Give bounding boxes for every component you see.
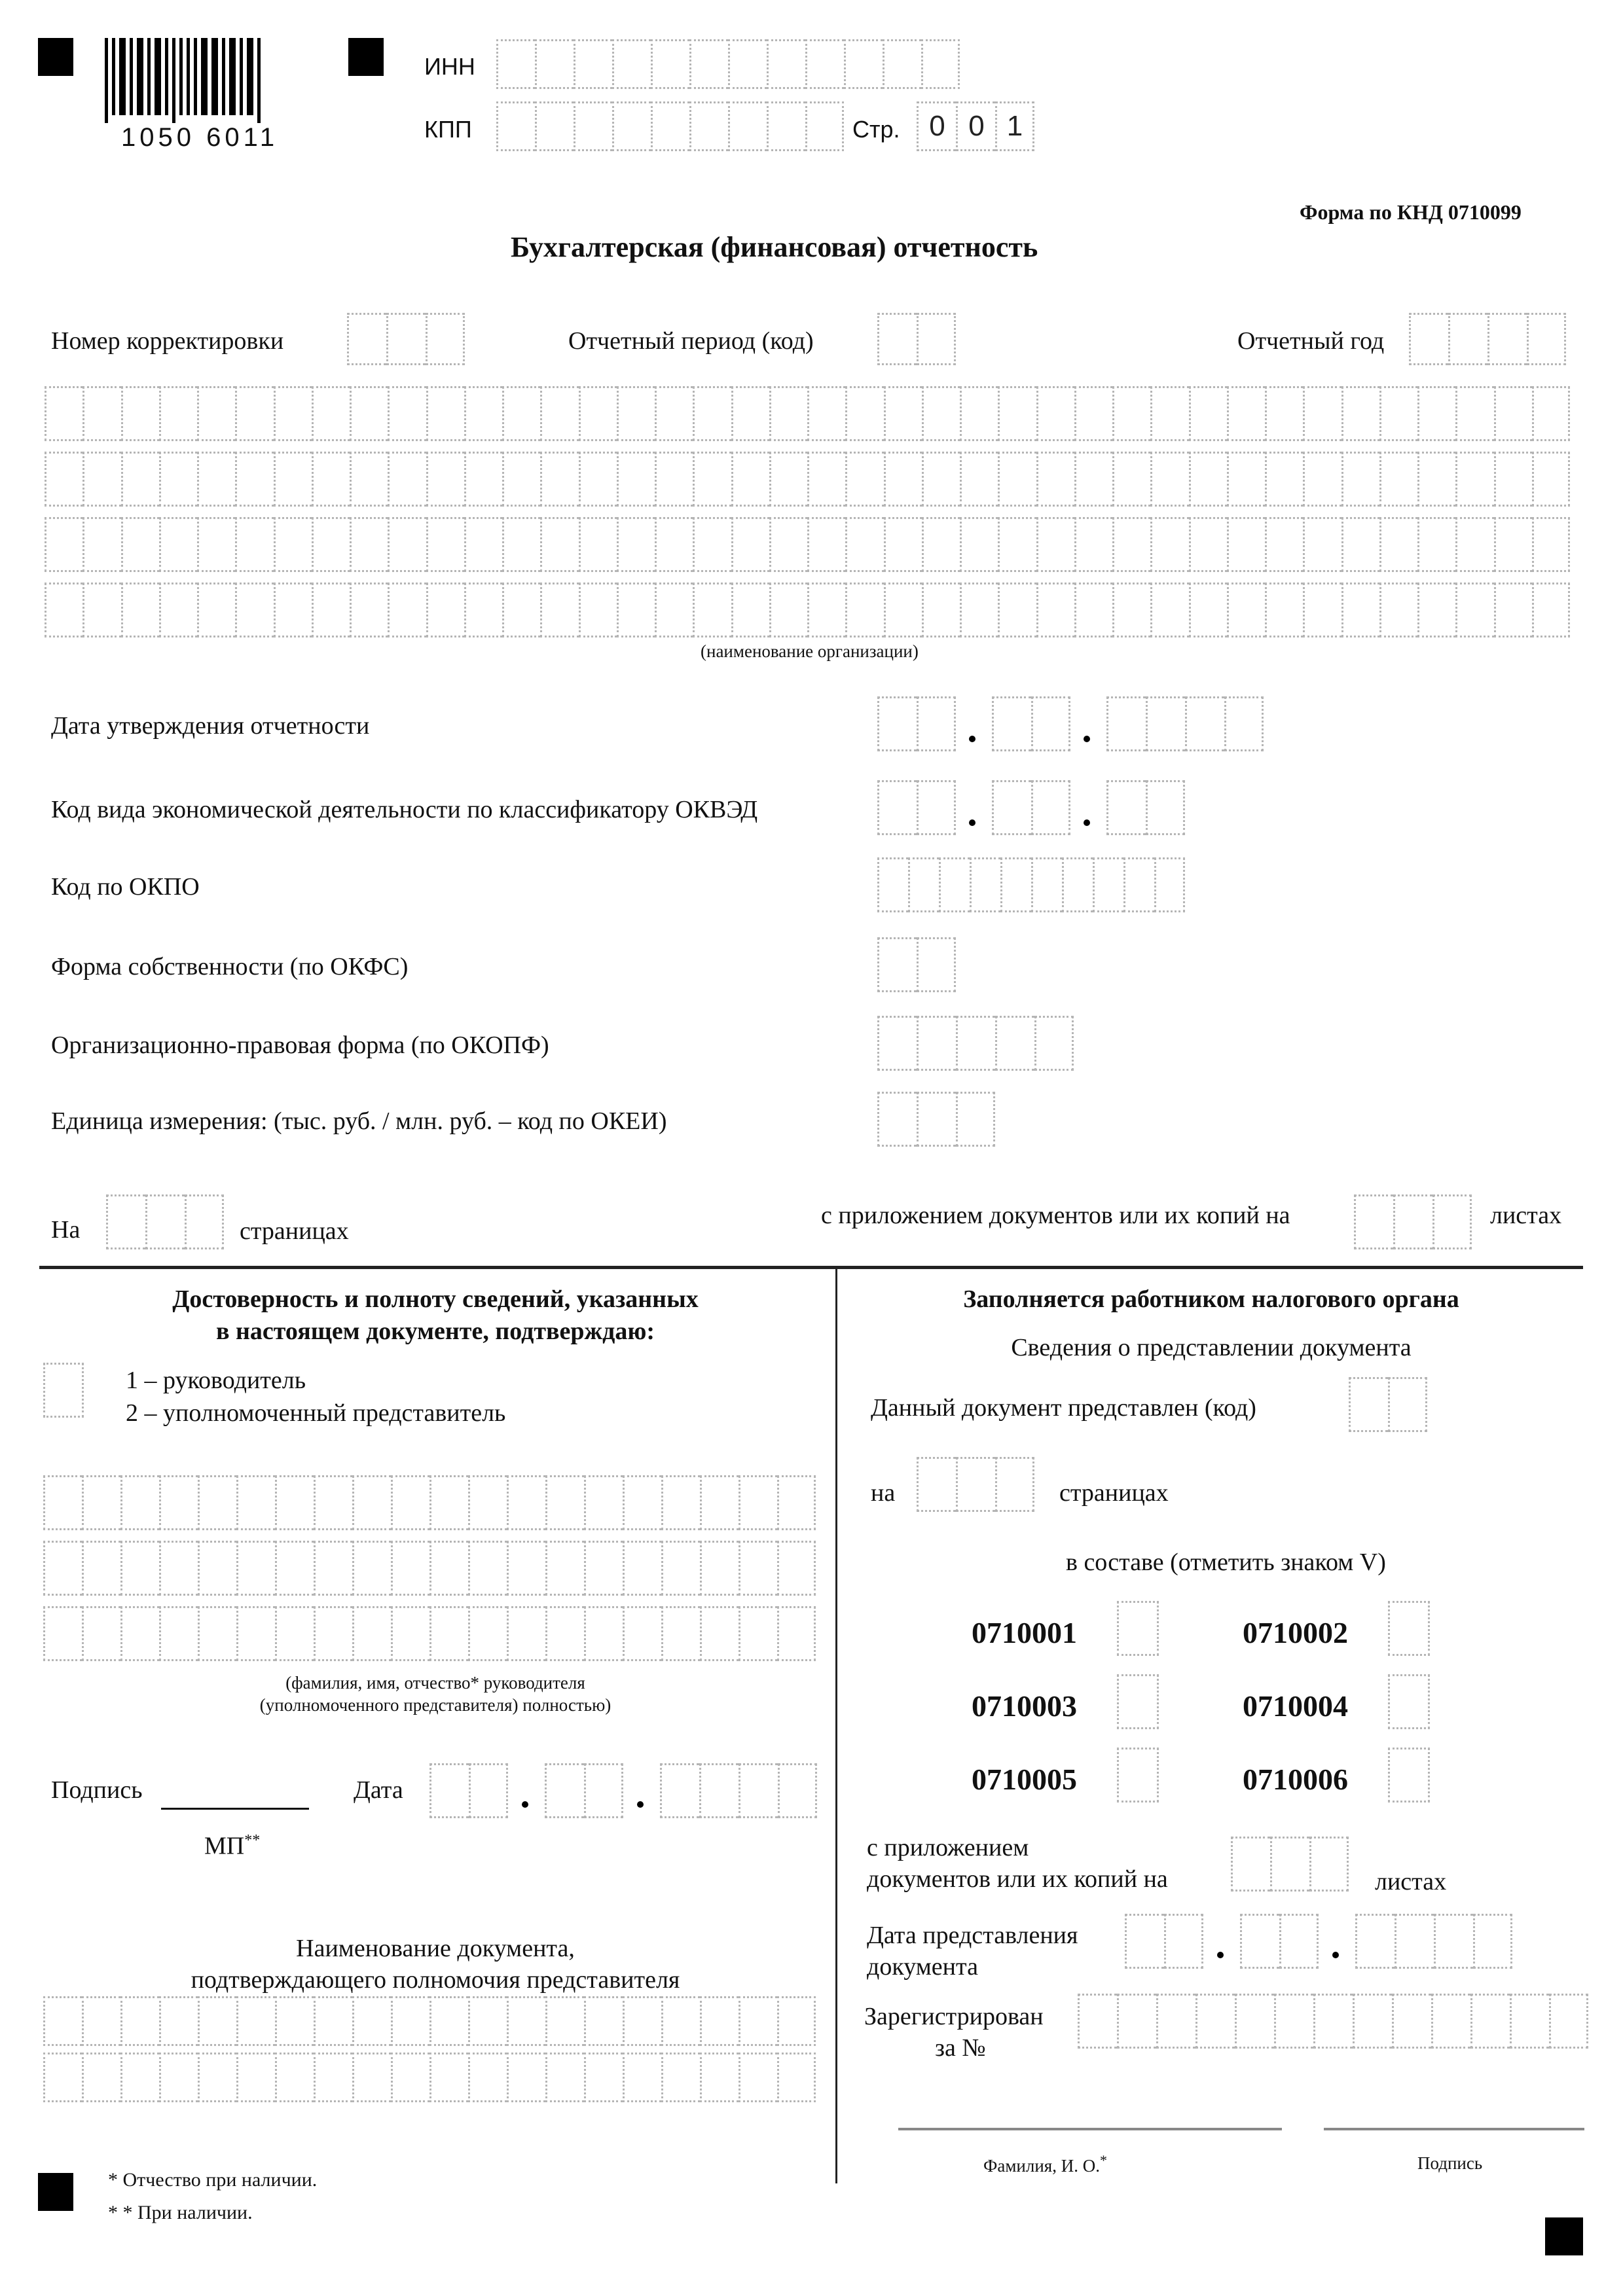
officer-name-caption xyxy=(983,2153,1107,2175)
date-separator xyxy=(1084,736,1090,742)
auth-document-input[interactable] xyxy=(43,1996,816,2101)
tax-attach-sheets-label: листах xyxy=(1375,1868,1447,1895)
okei-label: Единица измерения: (тыс. руб. / млн. руб. – код по ОКЕИ) xyxy=(51,1107,667,1135)
approval-date-day[interactable] xyxy=(877,696,956,751)
sheets-label: листах xyxy=(1490,1202,1562,1229)
kpp-label: КПП xyxy=(424,116,472,143)
officer-name-line[interactable] xyxy=(898,2128,1282,2130)
officer-signature-line[interactable] xyxy=(1324,2128,1584,2130)
attachments-sheets-input[interactable] xyxy=(1354,1194,1472,1249)
okpo-label: Код по ОКПО xyxy=(51,873,200,901)
date-separator xyxy=(637,1801,644,1808)
checkbox-0710002[interactable] xyxy=(1388,1601,1430,1656)
page-digit: 0 xyxy=(956,101,995,151)
okopf-label: Организационно-правовая форма (по ОКОПФ) xyxy=(51,1031,549,1059)
grid-row[interactable] xyxy=(43,1541,816,1596)
date-label: Дата xyxy=(354,1776,403,1804)
officer-name-footnote-mark: * xyxy=(1099,2152,1107,2168)
signer-type-input[interactable] xyxy=(43,1363,84,1418)
auth-doc-heading-line1: Наименование документа, xyxy=(296,1935,575,1962)
sign-date-month[interactable] xyxy=(545,1763,623,1818)
checkbox-0710005[interactable] xyxy=(1117,1748,1159,1803)
grid-row[interactable] xyxy=(43,2053,816,2102)
form-code-0710005: 0710005 xyxy=(972,1763,1077,1796)
grid-row[interactable] xyxy=(45,452,1570,507)
submit-date-day[interactable] xyxy=(1125,1914,1203,1969)
approval-date-month[interactable] xyxy=(992,696,1070,751)
grid-row[interactable] xyxy=(43,1996,816,2046)
checkbox-0710004[interactable] xyxy=(1388,1674,1430,1729)
registered-line1: Зарегистрирован xyxy=(864,2003,1044,2030)
attachments-label: с приложением документов или их копий на xyxy=(821,1202,1290,1229)
date-separator xyxy=(522,1801,528,1808)
sign-date-year[interactable] xyxy=(660,1763,817,1818)
section-divider xyxy=(39,1266,1583,1269)
stamp-text: МП xyxy=(204,1832,245,1860)
footnote-1: * Отчество при наличии. xyxy=(108,2169,318,2191)
officer-signature-caption: Подпись xyxy=(1417,2153,1483,2173)
form-code-0710002: 0710002 xyxy=(1243,1616,1348,1649)
page-label: Стр. xyxy=(852,116,900,143)
corner-marker-bottom-left xyxy=(38,2173,73,2211)
tax-attach-line2: документов или их копий на xyxy=(867,1865,1168,1893)
pages-on-label: На xyxy=(51,1216,81,1244)
barcode-number: 1050 6011 xyxy=(121,123,279,152)
stamp-label xyxy=(204,1833,260,1859)
fio-caption-line2: (уполномоченного представителя) полностью) xyxy=(259,1695,611,1715)
signature-line[interactable] xyxy=(161,1808,309,1810)
tax-attach-line1: с приложением xyxy=(867,1834,1029,1861)
code-separator xyxy=(1084,819,1090,826)
okfs-input[interactable] xyxy=(877,937,956,992)
okopf-input[interactable] xyxy=(877,1016,1074,1071)
signature-label: Подпись xyxy=(51,1776,143,1804)
correction-number-input[interactable] xyxy=(347,313,465,365)
organization-name-input[interactable] xyxy=(45,386,1570,635)
registered-line2: за № xyxy=(935,2034,986,2062)
inn-label: ИНН xyxy=(424,53,475,80)
okved-part3[interactable] xyxy=(1106,780,1185,835)
reporting-period-input[interactable] xyxy=(877,313,956,365)
registration-number-input[interactable] xyxy=(1078,1994,1588,2049)
code-separator xyxy=(969,819,976,826)
form-code-0710006: 0710006 xyxy=(1243,1763,1348,1796)
form-code-0710004: 0710004 xyxy=(1243,1689,1348,1723)
signer-option-1: 1 – руководитель xyxy=(126,1367,306,1394)
corner-marker-top-left xyxy=(38,38,73,76)
approval-date-year[interactable] xyxy=(1106,696,1264,751)
pages-label: страницах xyxy=(240,1217,349,1245)
sign-date-day[interactable] xyxy=(429,1763,508,1818)
okpo-input[interactable] xyxy=(877,857,1185,912)
okei-input[interactable] xyxy=(877,1092,995,1147)
okved-part1[interactable] xyxy=(877,780,956,835)
grid-row[interactable] xyxy=(45,386,1570,441)
signer-option-2: 2 – уполномоченный представитель xyxy=(126,1399,506,1427)
reporting-period-label: Отчетный период (код) xyxy=(568,327,814,355)
submission-subheading: Сведения о представлении документа xyxy=(1011,1334,1412,1361)
inn-input[interactable] xyxy=(496,39,961,89)
okved-part2[interactable] xyxy=(992,780,1070,835)
grid-row[interactable] xyxy=(45,583,1570,637)
okved-label: Код вида экономической деятельности по классификатору ОКВЭД xyxy=(51,796,758,823)
grid-row[interactable] xyxy=(43,1606,816,1661)
stamp-footnote-mark: ** xyxy=(244,1832,261,1849)
column-divider xyxy=(835,1267,837,2183)
page-digit: 1 xyxy=(995,101,1034,151)
corner-marker-top-right xyxy=(348,38,384,76)
checkbox-0710003[interactable] xyxy=(1117,1674,1159,1729)
form-code-0710001: 0710001 xyxy=(972,1616,1077,1649)
reporting-year-label: Отчетный год xyxy=(1237,327,1385,355)
reporting-year-input[interactable] xyxy=(1409,313,1566,365)
fio-caption-line1: (фамилия, имя, отчество* руководителя xyxy=(285,1673,585,1693)
submit-date-line1: Дата представления xyxy=(867,1922,1078,1949)
organization-name-caption: (наименование организации) xyxy=(701,641,919,661)
composition-label: в составе (отметить знаком V) xyxy=(1066,1549,1386,1576)
date-separator xyxy=(1217,1952,1224,1958)
checkbox-0710006[interactable] xyxy=(1388,1748,1430,1803)
submitted-pages-label: страницах xyxy=(1059,1479,1169,1507)
kpp-input[interactable] xyxy=(496,101,845,151)
submitted-pages-input[interactable] xyxy=(917,1457,1034,1512)
footnote-2: * * При наличии. xyxy=(108,2202,253,2223)
corner-marker-bottom-right xyxy=(1545,2217,1583,2255)
grid-row[interactable] xyxy=(43,1475,816,1530)
pages-count-input[interactable] xyxy=(106,1194,224,1249)
checkbox-0710001[interactable] xyxy=(1117,1601,1159,1656)
submitted-code-input[interactable] xyxy=(1349,1377,1427,1432)
form-code-0710003: 0710003 xyxy=(972,1689,1077,1723)
tax-attach-sheets-input[interactable] xyxy=(1231,1837,1349,1892)
date-separator xyxy=(1332,1952,1339,1958)
okfs-label: Форма собственности (по ОКФС) xyxy=(51,953,409,980)
page-title: Бухгалтерская (финансовая) отчетность xyxy=(511,231,1038,263)
officer-name-text: Фамилия, И. О. xyxy=(983,2156,1100,2176)
page-number-field[interactable] xyxy=(917,101,1034,151)
tax-office-heading: Заполняется работником налогового органа xyxy=(963,1285,1459,1313)
submit-date-line2: документа xyxy=(867,1953,978,1981)
submitted-code-label: Данный документ представлен (код) xyxy=(871,1394,1256,1422)
submitted-on-label: на xyxy=(871,1479,896,1507)
submit-date-month[interactable] xyxy=(1240,1914,1319,1969)
signer-fio-input[interactable] xyxy=(43,1475,816,1661)
approval-date-label: Дата утверждения отчетности xyxy=(51,712,370,740)
barcode xyxy=(105,38,264,123)
confirm-heading-line2: в настоящем документе, подтверждаю: xyxy=(215,1318,655,1345)
auth-doc-heading-line2: подтверждающего полномочия представителя xyxy=(191,1966,680,1994)
form-code: Форма по КНД 0710099 xyxy=(1300,200,1522,224)
confirm-heading-line1: Достоверность и полноту сведений, указанных xyxy=(172,1285,699,1313)
page-digit: 0 xyxy=(917,101,956,151)
grid-row[interactable] xyxy=(45,517,1570,572)
correction-number-label: Номер корректировки xyxy=(51,327,284,355)
submit-date-year[interactable] xyxy=(1355,1914,1512,1969)
date-separator xyxy=(969,736,976,742)
